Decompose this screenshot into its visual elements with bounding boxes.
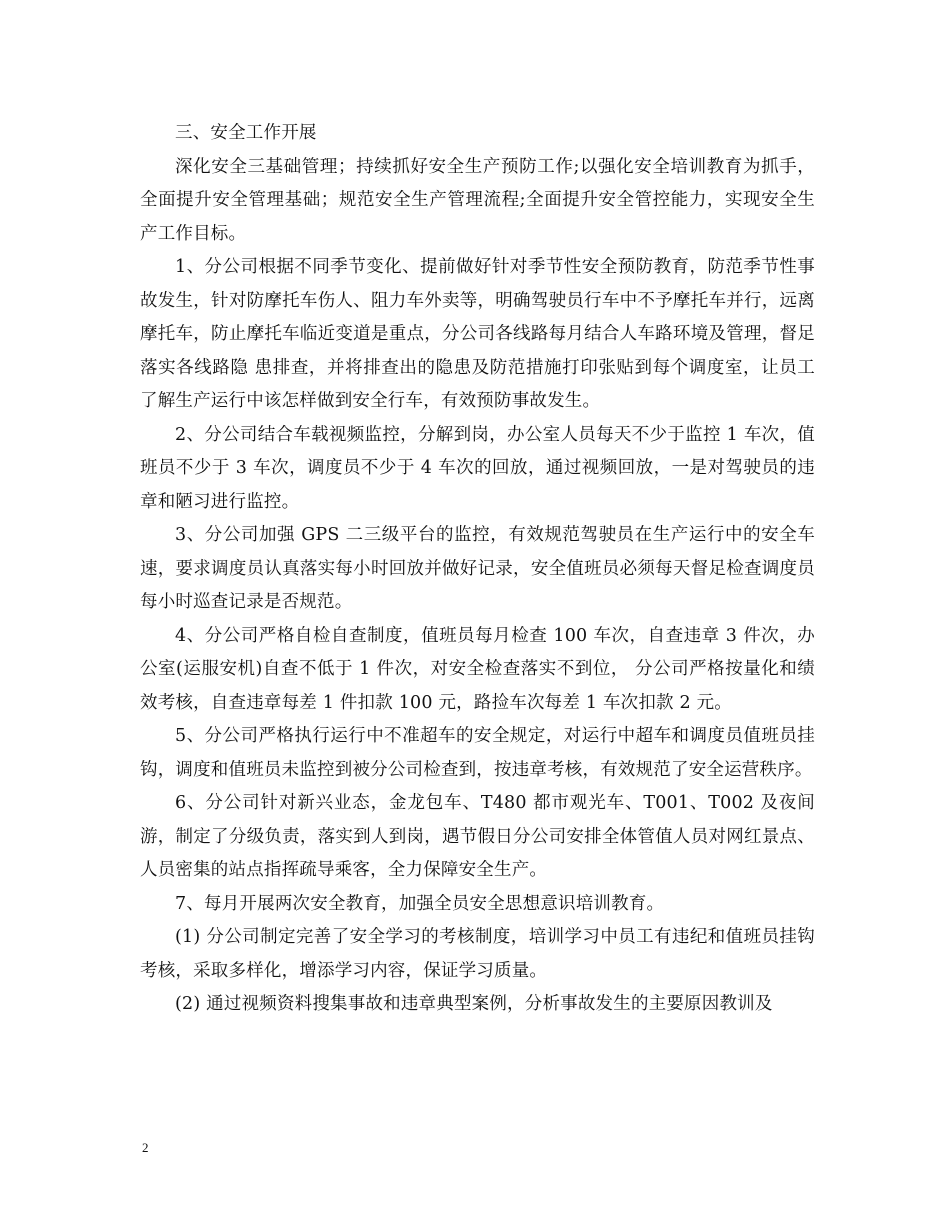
sub-item-1: (1) 分公司制定完善了安全学习的考核制度，培训学习中员工有违纪和值班员挂钩考核，采取多样化，增添学习内容，保证学习质量。 — [140, 927, 815, 981]
intro-paragraph: 深化安全三基础管理；持续抓好安全生产预防工作;以强化安全培训教育为抓手，全面提升安全管理基础；规范安全生产管理流程;全面提升安全管控能力，实现安全生产工作目标。 — [140, 156, 815, 244]
document-body — [140, 117, 815, 1022]
sub-item-2: (2) 通过视频资料搜集事故和违章典型案例，分析事故发生的主要原因教训及 — [175, 994, 773, 1014]
page-number: 2 — [142, 1140, 149, 1155]
paragraph-item-5: 5、分公司严格执行运行中不准超车的安全规定，对运行中超车和调度员值班员挂钩，调度和值班员未监控到被分公司检查到，按违章考核，有效规范了安全运营秩序。 — [140, 726, 815, 780]
paragraph-item-1: 1、分公司根据不同季节变化、提前做好针对季节性安全预防教育，防范季节性事故发生，针对防摩托车伤人、阻力车外卖等，明确驾驶员行车中不予摩托车并行，远离摩托车，防止摩托车临近变道是重点，分公司各线路每月结合人车路环境及管理，督足落实各线路隐 患排查，并将排查出的隐患及防范措施打印张贴到每个调度室，让员工了解生产运行中该怎样做到安全行车，有效预防事故发生。 — [140, 257, 815, 411]
paragraph-item-6: 6、分公司针对新兴业态，金龙包车、T480 都市观光车、T001、T002 及夜间游，制定了分级负责，落实到人到岗，遇节假日分公司安排全体管值人员对网红景点、人员密集的站点指挥疏导乘客，全力保障安全生产。 — [140, 793, 815, 880]
paragraph-item-2: 2、分公司结合车载视频监控，分解到岗，办公室人员每天不少于监控 1 车次，值班员不少于 3 车次，调度员不少于 4 车次的回放，通过视频回放，一是对驾驶员的违章和陋习进行监控。 — [140, 424, 815, 512]
section-heading: 三、安全工作开展 — [175, 123, 317, 143]
paragraph-item-4: 4、分公司严格自检自查制度，值班员每月检查 100 车次，自查违章 3 件次，办公室(运服安机)自查不低于 1 件次，对安全检查落实不到位， 分公司严格按量化和绩效考核，自查违章每差 1 件扣款 100 元，路捡车次每差 1 车次扣款 2 元。 — [140, 625, 815, 713]
paragraph-item-3: 3、分公司加强 GPS 二三级平台的监控，有效规范驾驶员在生产运行中的安全车速，要求调度员认真落实每小时回放并做好记录，安全值班员必须每天督足检查调度员每小时巡查记录是否规范。 — [140, 525, 815, 612]
paragraph-item-7: 7、每月开展两次安全教育，加强全员安全思想意识培训教育。 — [175, 893, 665, 914]
